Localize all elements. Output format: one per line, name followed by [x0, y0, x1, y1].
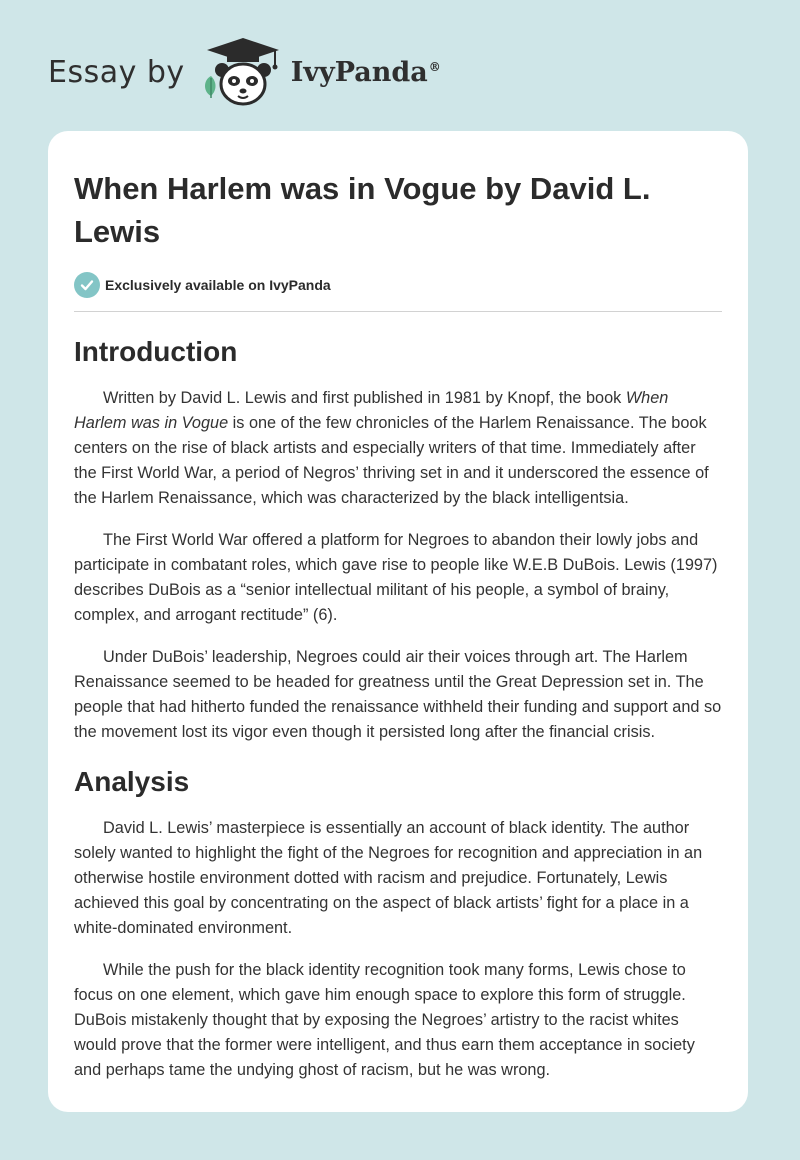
book-title-italic: When Harlem was in Vogue [74, 389, 669, 432]
section-heading-analysis: Analysis [74, 766, 190, 797]
exclusive-badge-text: Exclusively available on IvyPanda [105, 277, 331, 293]
paragraph: While the push for the black identity recognition took many forms, Lewis chose to focus on one element, which gave him enough space to explore this form of struggle. DuBois mistakenly thought that by exposing the Negroes’ artistry to the racist whites would prove that the former were intelligent, and thus earn them acceptance in society and perhaps tame the undying ghost of racism, but he was wrong. [74, 961, 695, 1079]
paragraph: Under DuBois’ leadership, Negroes could air their voices through art. The Harlem Renaissance seemed to be headed for greatness until the Great Depression set in. The people that had hitherto funded the renaissance withheld their funding and support and so the movement lost its vigor even though it persisted long after the financial crisis. [74, 648, 722, 741]
section-heading-introduction: Introduction [74, 336, 238, 367]
article-card [48, 131, 748, 1112]
paragraph: Written by David L. Lewis and first published in 1981 by Knopf, the book When Harlem was in Vogue is one of the few chronicles of the Harlem Renaissance. The book centers on the rise of black artists and especially writers of that time. Immediately after the First World War, a period of Negros’ thriving set in and it underscored the essence of the Harlem Renaissance, which was characterized by the black intelligentsia. [74, 389, 709, 507]
essay-by-label: Essay by [48, 54, 185, 90]
site-header [48, 36, 441, 108]
panda-graduate-logo-icon[interactable] [197, 36, 289, 108]
exclusive-badge [74, 271, 722, 299]
registered-mark: ® [428, 59, 441, 74]
paragraph: The First World War offered a platform for Negroes to abandon their lowly jobs and participate in combatant roles, which gave rise to people like W.E.B DuBois. Lewis (1997) describes DuBois as a “senior intellectual militant of his people, a symbol of brainy, complex, and arrogant rectitude” (6). [74, 531, 718, 624]
page-title: When Harlem was in Vogue by David L. Lewis [74, 171, 651, 249]
checkmark-icon [74, 272, 100, 298]
paragraph: David L. Lewis’ masterpiece is essentially an account of black identity. The author solely wanted to highlight the fight of the Negroes for recognition and appreciation in an otherwise hostile environment dotted with racism and prejudice. Fortunately, Lewis achieved this goal by concentrating on the aspect of black artists’ fight for a place in a white-dominated environment. [74, 819, 703, 937]
divider [74, 311, 722, 312]
brand-name[interactable]: IvyPanda® [290, 56, 441, 88]
